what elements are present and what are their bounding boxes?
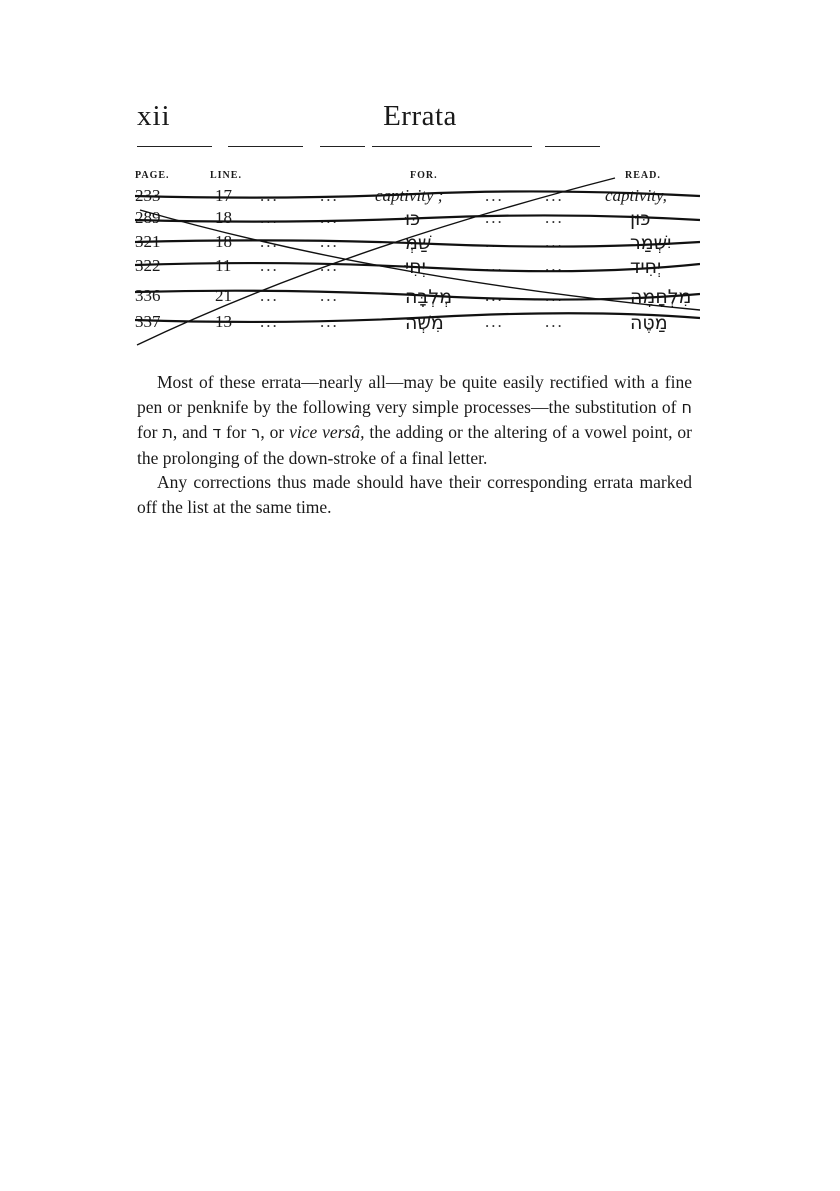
hebrew-letter: ח	[681, 397, 692, 417]
page-cell: 289	[135, 208, 161, 227]
leader-dots: ...	[320, 312, 339, 331]
for-cell: יְחִיּ	[405, 256, 426, 278]
for-cell: כּוּ	[405, 208, 421, 230]
page-title: Errata	[383, 100, 457, 132]
header-rule	[545, 146, 600, 147]
column-header-read: READ.	[625, 170, 661, 181]
read-cell: מִלְחָמָה	[630, 286, 692, 308]
text-run: , and	[172, 422, 213, 442]
line-cell: 18	[215, 232, 232, 251]
page-cell: 336	[135, 286, 161, 305]
page-cell: 322	[135, 256, 161, 275]
column-header-line: LINE.	[210, 170, 242, 181]
leader-dots: ...	[545, 208, 564, 227]
paragraph	[137, 370, 692, 470]
leader-dots: ...	[485, 286, 504, 305]
read-cell: מַטֶּה	[630, 312, 668, 334]
hebrew-letter: ד	[212, 423, 222, 442]
paragraph: Any corrections thus made should have their corresponding errata marked off the list at the same time.	[137, 472, 692, 517]
for-cell: captivity ;	[375, 186, 444, 205]
leader-dots: ...	[320, 286, 339, 305]
leader-dots: ...	[260, 286, 279, 305]
hebrew-letter: ת	[162, 423, 173, 442]
leader-dots: ...	[485, 312, 504, 331]
read-cell: יִשְׁמַר	[630, 232, 672, 254]
line-cell: 13	[215, 312, 232, 331]
text-run: Most of these errata—nearly all—may be quite easily rectified with a fine pen or penknife by the following very simple processes—the substitution of	[137, 372, 692, 417]
page-cell: 233	[135, 186, 161, 205]
leader-dots: ...	[485, 256, 504, 275]
errata-note	[137, 370, 692, 519]
table-row	[135, 312, 700, 340]
for-cell: מִשְׁה	[405, 312, 444, 334]
line-cell: 18	[215, 208, 232, 227]
table-row	[135, 256, 700, 284]
leader-dots: ...	[485, 186, 504, 205]
text-run: for	[137, 422, 163, 442]
leader-dots: ...	[545, 256, 564, 275]
leader-dots: ...	[545, 312, 564, 331]
text-run: , or	[260, 422, 290, 442]
header-rule	[372, 146, 532, 147]
leader-dots: ...	[320, 232, 339, 251]
leader-dots: ...	[320, 186, 339, 205]
read-cell: captivity,	[605, 186, 667, 205]
column-header-page: PAGE.	[135, 170, 170, 181]
leader-dots: ...	[545, 286, 564, 305]
page-cell: 337	[135, 312, 161, 331]
italic-phrase: vice versâ,	[289, 422, 365, 442]
read-cell: כּוּן	[630, 208, 651, 230]
page-cell: 321	[135, 232, 161, 251]
leader-dots: ...	[485, 208, 504, 227]
for-cell: מְלְבָּה	[405, 286, 453, 308]
errata-table	[135, 170, 700, 355]
leader-dots: ...	[260, 232, 279, 251]
column-header-for: FOR.	[410, 170, 438, 181]
read-cell: יְחִיד	[630, 256, 662, 278]
header-rule	[228, 146, 303, 147]
table-row	[135, 286, 700, 314]
hebrew-letter: ר	[251, 423, 261, 442]
leader-dots: ...	[485, 232, 504, 251]
line-cell: 21	[215, 286, 232, 305]
leader-dots: ...	[545, 232, 564, 251]
leader-dots: ...	[260, 312, 279, 331]
header-rule	[320, 146, 365, 147]
leader-dots: ...	[320, 256, 339, 275]
leader-dots: ...	[320, 208, 339, 227]
leader-dots: ...	[260, 186, 279, 205]
line-cell: 17	[215, 186, 232, 205]
leader-dots: ...	[545, 186, 564, 205]
leader-dots: ...	[260, 256, 279, 275]
header-rule	[137, 146, 212, 147]
page-number: xii	[137, 100, 171, 132]
leader-dots: ...	[260, 208, 279, 227]
for-cell: שַׁמְּ	[405, 232, 432, 254]
line-cell: 11	[215, 256, 232, 275]
text-run: for	[221, 422, 252, 442]
text-run: the adding or the altering of a vowel point, or the prolonging of the down-stroke of a final letter.	[137, 422, 693, 468]
